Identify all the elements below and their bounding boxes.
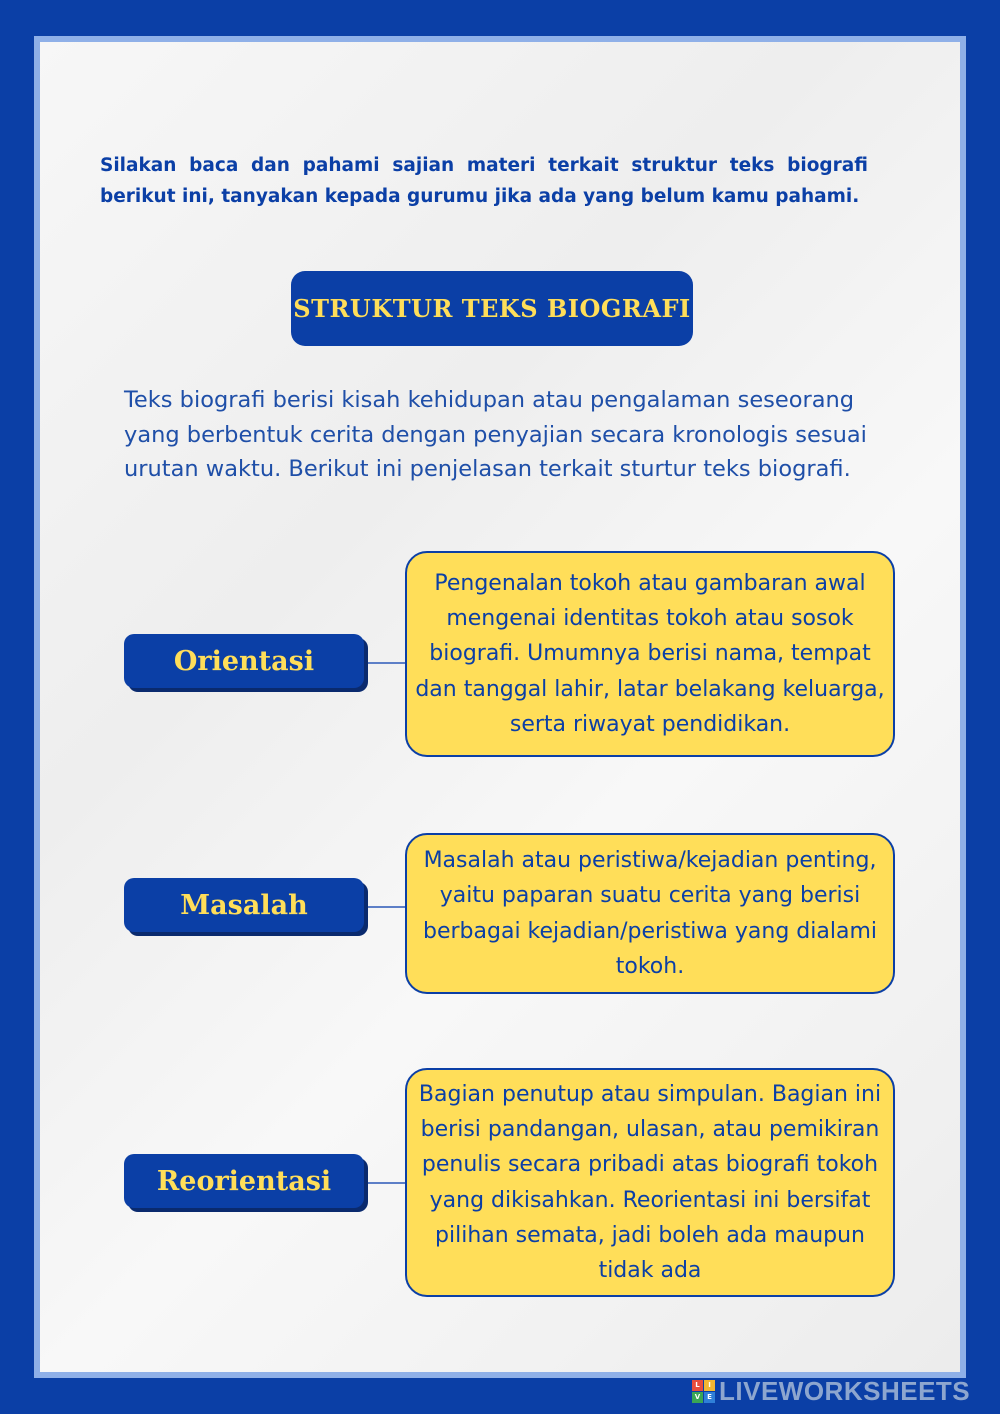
label-orientasi-text: Orientasi [173,645,315,677]
label-masalah-text: Masalah [180,889,308,921]
connector-line [368,662,406,664]
label-orientasi [124,634,364,688]
page-title: STRUKTUR TEKS BIOGRAFI [293,294,691,323]
card-masalah [405,833,895,994]
logo-letter: E [704,1392,715,1403]
card-masalah-text: Masalah atau peristiwa/kejadian penting, yaitu paparan suatu cerita yang berisi berbagai kejadian/peristiwa yang dialami tokoh. [423,847,877,979]
card-reorientasi [405,1068,895,1297]
logo-letter: V [692,1392,703,1403]
card-orientasi-text: Pengenalan tokoh atau gambaran awal mengenai identitas tokoh atau sosok biografi. Umumnya berisi nama, tempat dan tanggal lahir, latar belakang keluarga, serta riwayat pendidikan. [415,570,885,737]
card-reorientasi-text: Bagian penutup atau simpulan. Bagian ini berisi pandangan, ulasan, atau pemikiran penulis secara pribadi atas biografi tokoh yang dikisahkan. Reorientasi ini bersifat pilihan semata, jadi boleh ada maupun tidak ada [418,1081,882,1284]
liveworksheets-watermark [692,1374,970,1408]
card-orientasi [405,551,895,757]
liveworksheets-logo-icon [692,1380,715,1403]
title-banner [291,271,693,346]
watermark-text: LIVEWORKSHEETS [719,1375,971,1406]
label-masalah [124,878,364,932]
label-reorientasi-text: Reorientasi [156,1165,332,1197]
connector-line [368,906,406,908]
intro-instruction: Silakan baca dan pahami sajian materi terkait struktur teks biografi berikut ini, tanyakan kepada gurumu jika ada yang belum kamu pahami. [100,155,868,207]
logo-letter: I [704,1380,715,1391]
label-reorientasi [124,1154,364,1208]
logo-letter: L [692,1380,703,1391]
connector-line [368,1182,406,1184]
definition-text: Teks biografi berisi kisah kehidupan atau pengalaman seseorang yang berbentuk cerita dengan penyajian secara kronologis sesuai urutan waktu. Berikut ini penjelasan terkait sturtur teks biografi. [124,387,867,482]
